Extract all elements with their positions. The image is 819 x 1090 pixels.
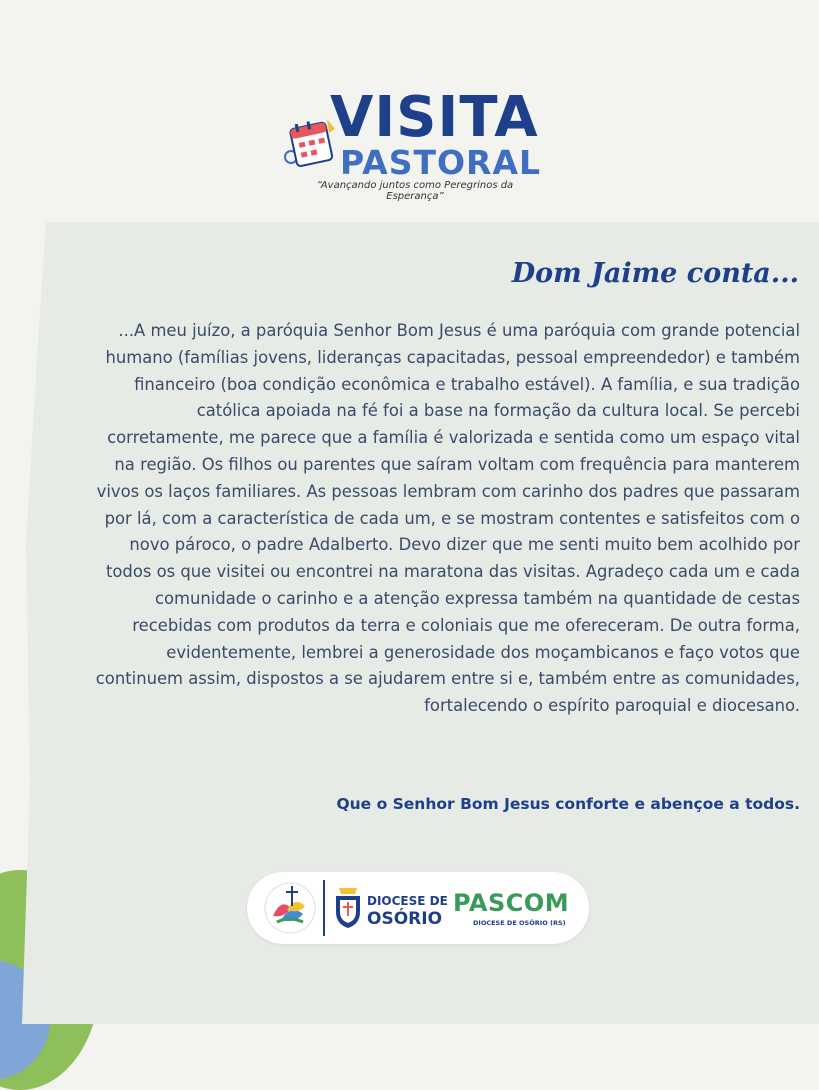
pascom-logo-text: PASCOM xyxy=(453,889,570,917)
title-pastoral: PASTORAL xyxy=(340,143,542,182)
diocese-line1: DIOCESE DE xyxy=(367,894,448,908)
footer-divider xyxy=(323,880,325,936)
closing-blessing: Que o Senhor Bom Jesus conforte e abençoe a todos. xyxy=(336,795,800,813)
section-heading: Dom Jaime conta... xyxy=(511,258,799,289)
diocese-line2: OSÓRIO xyxy=(367,909,443,929)
title-visita: VISITA xyxy=(330,85,539,150)
footer-logos xyxy=(247,872,589,944)
jubilee-logo xyxy=(261,880,319,936)
pascom-subtitle: DIOCESE DE OSÓRIO (RS) xyxy=(473,919,566,927)
body-paragraph: ...A meu juízo, a paróquia Senhor Bom Jesus é uma paróquia com grande potencial humano (famílias jovens, lideranças capacitadas, pessoal empreendedor) e também financeiro (boa condição econômica e trabalho estável). A família, e sua tradição católica apoiada na fé foi a base na formação da cultura local. Se percebi corretamente, me parece que a família é valorizada e sentida como um espaço vital na região. Os filhos ou parentes que saíram voltam com frequência para manterem vivos os laços familiares. As pessoas lembram com carinho dos padres que passaram por lá, com a característica de cada um, e se mostram contentes e satisfeitos com o novo pároco, o padre Adalberto. Devo dizer que me senti muito bem acolhido por todos os que visitei ou encontrei na maratona das visitas. Agradeço cada um e cada comunidade o carinho e a atenção expressa também na quantidade de cestas recebidas com produtos da terra e coloniais que me ofereceram. De outra forma, evidentemente, lembrei a generosidade dos moçambicanos e faço votos que continuem assim, dispostos a se ajudarem entre si e, também entre as comunidades, fortalecendo o espírito paroquial e diocesano. xyxy=(95,321,800,716)
diocese-crest-icon xyxy=(331,884,365,932)
tagline: “Avançando juntos como Peregrinos da Esperança” xyxy=(316,180,514,202)
diocese-name xyxy=(367,892,448,928)
